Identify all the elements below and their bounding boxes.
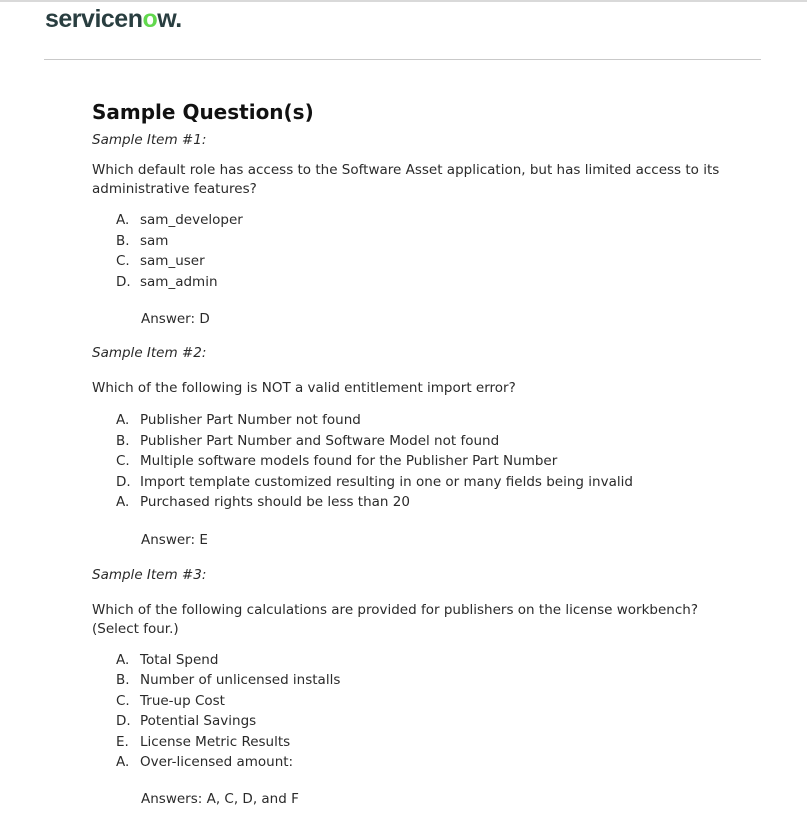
option-text: Total Spend [140,651,219,668]
question-text: Which of the following is NOT a valid entitlement import error? [92,380,516,396]
option-letter: A. [116,494,130,510]
option-letter: D. [116,713,131,729]
option-text: sam_admin [140,273,218,290]
logo-text-start: servicen [45,5,143,33]
option-item [116,650,752,671]
option-text: sam [140,232,169,249]
answer-text: Answer: E [141,531,208,548]
item-label: Sample Item #3: [92,566,207,583]
option-text: License Metric Results [140,733,291,750]
option-item [116,492,752,513]
option-letter: A. [116,651,130,668]
option-item [116,251,752,272]
option-text: sam_user [140,253,205,269]
option-text: Publisher Part Number not found [140,412,361,428]
question-text: Which of the following calculations are provided for publishers on the license workbench? (Select four.) [92,601,699,637]
option-letter: C. [116,253,130,269]
option-letter: C. [116,692,130,709]
option-letter: E. [116,733,129,750]
option-item [116,431,752,452]
option-letter: B. [116,232,130,249]
option-item [116,231,752,252]
option-text: Number of unlicensed installs [140,672,341,688]
option-item [116,752,752,773]
options-list [92,410,752,513]
option-text: Import template customized resulting in one or many fields being invalid [140,473,633,490]
question-text: Which default role has access to the Software Asset application, but has limited access to its administrative features? [92,162,720,197]
option-item [116,272,752,293]
option-letter: B. [116,672,130,688]
option-text: Over-licensed amount: [140,754,294,770]
answer-text: Answers: A, C, D, and F [141,790,299,807]
option-letter: B. [116,432,130,449]
option-item [116,691,752,712]
option-text: sam_developer [140,212,243,228]
section-title: Sample Question(s) [92,100,314,124]
item-label: Sample Item #2: [92,345,207,361]
option-text: True-up Cost [140,692,225,709]
option-letter: A. [116,754,130,770]
option-item [116,472,752,493]
item-label: Sample Item #1: [92,132,207,148]
logo-text-end: w. [157,5,182,33]
option-letter: A. [116,212,130,228]
option-letter: C. [116,453,130,469]
option-item [116,451,752,472]
option-text: Potential Savings [140,713,257,729]
option-letter: D. [116,273,131,290]
option-item [116,670,752,691]
servicenow-logo [45,4,182,34]
option-letter: D. [116,473,131,490]
option-item [116,410,752,431]
header-divider [44,59,761,60]
option-text: Multiple software models found for the Publisher Part Number [140,453,558,469]
options-list [92,210,752,292]
logo-o-mark: o [142,5,158,33]
option-text: Purchased rights should be less than 20 [140,494,410,510]
option-item [116,210,752,231]
option-item [116,732,752,753]
answer-text: Answer: D [141,311,210,327]
option-item [116,711,752,732]
options-list [92,650,752,773]
document-body [92,98,752,808]
option-letter: A. [116,412,130,428]
option-text: Publisher Part Number and Software Model not found [140,432,500,449]
top-border [0,0,807,2]
